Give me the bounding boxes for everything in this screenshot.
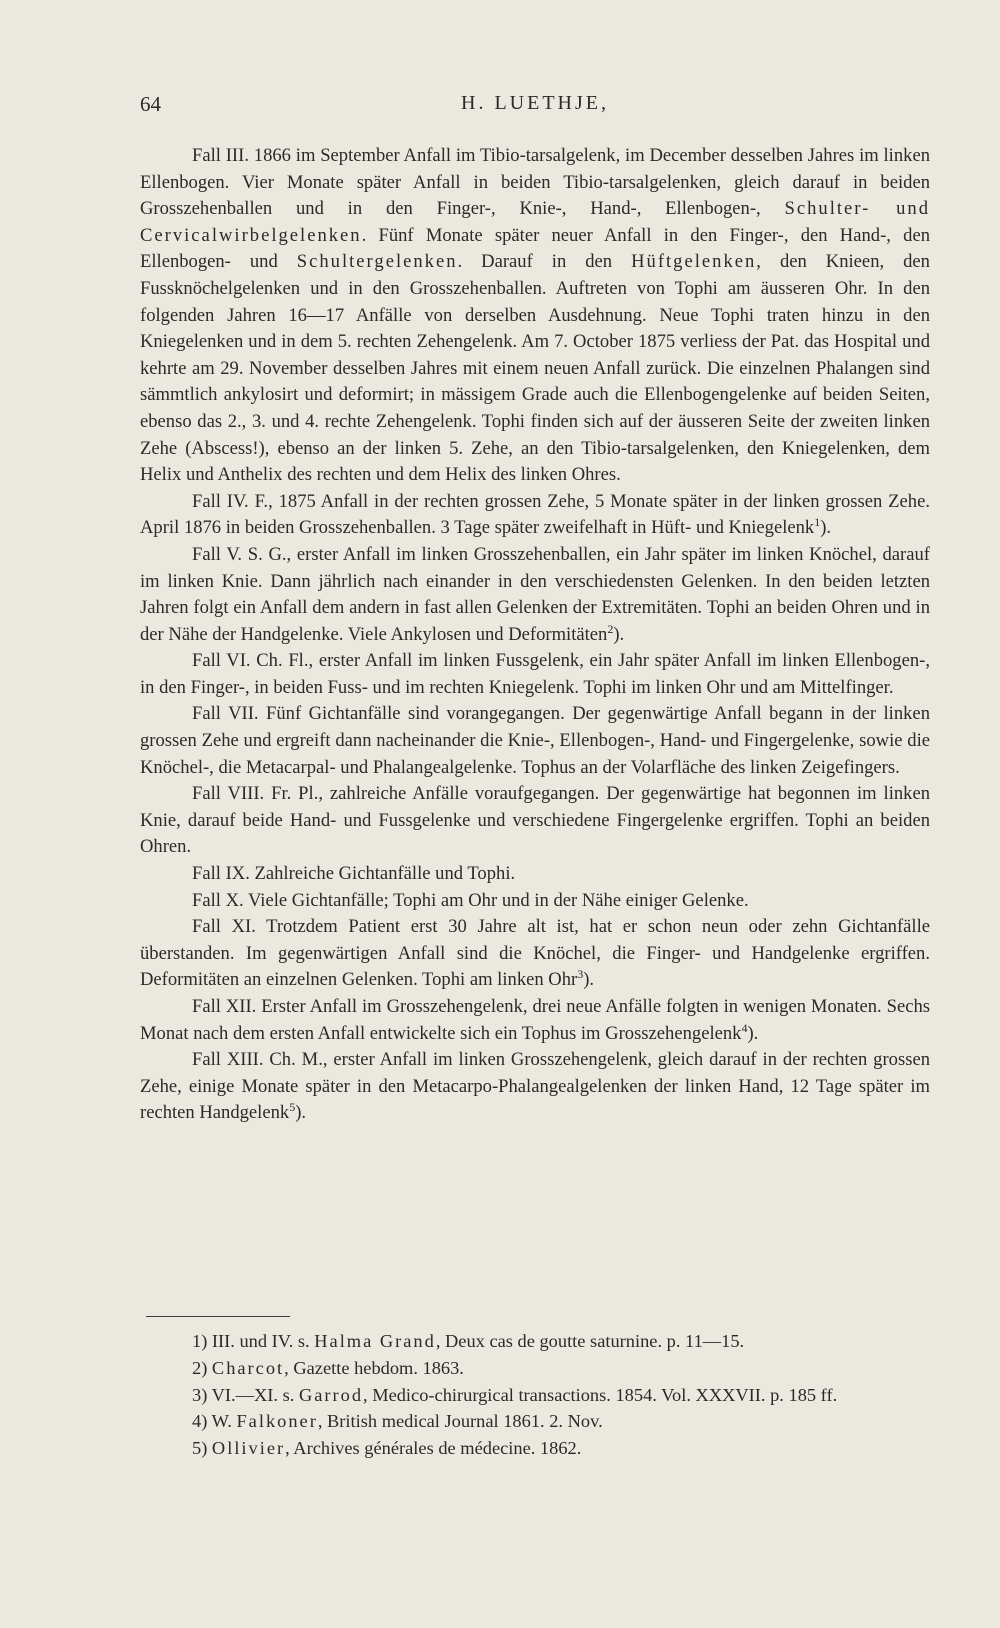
case-paragraph: [140, 994, 930, 1047]
text-run: , Deux cas de goutte saturnine. p. 11—15.: [435, 1331, 745, 1351]
footnote-marker: 2: [607, 621, 614, 636]
text-run: Fall XI. Trotzdem Patient erst 30 Jahre alt ist, hat er schon neun oder zehn Gichtanfälle überstanden. Im gegenwärtigen Anfall sind die Knöchel, die Finger- und Handgelenke ergriffen. Deformitäten an einzelnen Gelenken. Tophi am linken Ohr: [140, 916, 930, 991]
text-run: , Archives générales de médecine. 1862.: [285, 1438, 582, 1459]
text-run: Fall XIII. Ch. M., erster Anfall im linken Grosszehengelenk, gleich darauf in der rechten grossen Zehe, einige Monate später in den Metacarpo-Phalangealgelenken der linken Hand, 12 Tage später im rechten Handgelenk: [140, 1049, 930, 1124]
text-run: , Gazette hebdom. 1863.: [284, 1357, 464, 1378]
spaced-name: Hüftgelenken: [631, 251, 757, 273]
case-paragraph: [140, 781, 930, 861]
spaced-name: Garrod: [298, 1384, 364, 1405]
case-paragraph: [140, 143, 930, 489]
text-run: Fall VIII. Fr. Pl., zahlreiche Anfälle voraufgegangen. Der gegenwärtige hat begonnen im linken Knie, darauf beide Hand- und Fussgelenke und verschiedene Fingergelenke ergriffen. Tophi an beiden Ohren.: [140, 783, 930, 858]
text-run: Fall III. 1866 im September Anfall im Tibio-tarsalgelenk, im December desselben Jahres im linken Ellenbogen. Vier Monate später Anfall in beiden Tibio-tarsalgelenken, gleich darauf in beiden Grosszehenballen und in den Finger-, Knie-, Hand-, Ellenbogen-,: [140, 145, 930, 220]
text-run: 4) W.: [192, 1411, 237, 1432]
case-paragraph: [140, 1047, 930, 1127]
text-run: ).: [613, 623, 625, 645]
text-run: Fall IV. F., 1875 Anfall in der rechten grossen Zehe, 5 Monate später in der linken grossen Zehe. April 1876 in beiden Grosszehenballen. 3 Tage später zweifelhaft in Hüft- und Kniegelenk: [140, 490, 930, 539]
text-run: 1) III. und IV. s.: [192, 1331, 315, 1351]
spaced-name: Halma Grand: [314, 1331, 436, 1351]
text-run: 5): [192, 1438, 212, 1459]
footnote-marker: 5: [289, 1100, 296, 1115]
footnote: [140, 1435, 930, 1462]
case-paragraph: [140, 542, 930, 648]
text-run: Fall IX. Zahlreiche Gichtanfälle und Tophi.: [192, 863, 516, 885]
spaced-name: Ollivier: [211, 1438, 286, 1459]
text-run: , den Knieen, den Fussknöchelgelenken und in den Grosszehenballen. Auftreten von Tophi am äusseren Ohr. In den folgenden Jahren 16—17 Anfälle von derselben Ausdehnung. Neue Tophi traten hinzu in den Kniegelenken und in dem 5. rechten Zehengelenk. Am 7. October 1875 verliess der Pat. das Hospital und kehrte am 29. November desselben Jahres mit einem neuen Anfall zurück. Die einzelnen Phalangen sind sämmtlich ankylosirt und deformirt; in mässigem Grade auch die Ellenbogengelenke auf beiden Seiten, ebenso das 2., 3. und 4. rechte Zehengelenk. Tophi finden sich auf der äusseren Seite der zweiten linken Zehe (Abscess!), ebenso an der linken 5. Zehe, an den Tibio-tarsalgelenken, den Kniegelenken, dem Helix und Anthelix des rechten und dem Helix des linken Ohres.: [140, 251, 930, 486]
running-head: H. LUETHJE,: [461, 92, 609, 114]
page-number: 64: [140, 92, 161, 116]
text-run: ).: [583, 969, 595, 991]
text-run: Fall VII. Fünf Gichtanfälle sind vorangegangen. Der gegenwärtige Anfall begann in der linken grossen Zehe und ergreift dann nacheinander die Knie-, Ellenbogen-, Hand- und Fingergelenke, sowie die Knöchel-, die Metacarpal- und Phalangealgelenke. Tophus an der Volarfläche des linken Zeigefingers.: [140, 703, 930, 778]
footnote: [140, 1382, 930, 1409]
spaced-name: Charcot: [211, 1357, 285, 1378]
footnote: [140, 1328, 930, 1355]
footnote-marker: 3: [577, 967, 584, 982]
footnote: [140, 1408, 930, 1435]
case-paragraph: [140, 489, 930, 542]
body-text: [140, 143, 930, 1127]
text-run: Fall XII. Erster Anfall im Grosszehengelenk, drei neue Anfälle folgten in wenigen Monaten. Sechs Monat nach dem ersten Anfall entwickelte sich ein Tophus im Grosszehengelenk: [140, 996, 930, 1044]
text-run: . Fünf Monate später neuer Anfall in den Finger-, den Hand-, den Ellenbogen- und: [140, 224, 930, 273]
case-paragraph: [140, 861, 930, 888]
spaced-name: Schultergelenken: [296, 251, 458, 273]
text-run: ).: [295, 1102, 307, 1124]
text-run: Fall VI. Ch. Fl., erster Anfall im linken Fussgelenk, ein Jahr später Anfall im linken Ellenbogen-, in den Finger-, in beiden Fuss- und im rechten Kniegelenk. Tophi im linken Ohr und am Mittelfinger.: [140, 650, 930, 698]
text-run: 3) VI.—XI. s.: [192, 1384, 299, 1405]
text-run: , Medico-chirurgical transactions. 1854. Vol. XXXVII. p. 185 ff.: [363, 1384, 838, 1405]
page-header: [140, 92, 930, 126]
footnote-marker: 1: [814, 515, 821, 530]
case-paragraph: [140, 648, 930, 701]
text-run: ).: [747, 1022, 759, 1044]
text-run: 2): [192, 1357, 212, 1378]
footnote: [140, 1355, 930, 1382]
case-paragraph: [140, 701, 930, 781]
text-run: Fall X. Viele Gichtanfälle; Tophi am Ohr und in der Nähe einiger Gelenke.: [192, 889, 749, 911]
text-run: Fall V. S. G., erster Anfall im linken Grosszehenballen, ein Jahr später im linken Knöchel, darauf im linken Knie. Dann jährlich nach einander in den verschiedensten Gelenken. In den beiden letzten Jahren folgt ein Anfall dem andern in fast allen Gelenken der Extremitäten. Tophi an beiden Ohren und in der Nähe der Handgelenke. Viele Ankylosen und Deformitäten: [140, 543, 930, 645]
text-run: , British medical Journal 1861. 2. Nov.: [317, 1411, 603, 1432]
footnotes: [140, 1328, 930, 1462]
text-run: . Darauf in den: [457, 251, 632, 273]
case-paragraph: [140, 888, 930, 915]
case-paragraph: [140, 914, 930, 994]
text-run: ).: [820, 517, 832, 539]
spaced-name: Falkoner: [236, 1411, 318, 1432]
spaced-name: Schulter- und Cervicalwirbelgelenken: [140, 198, 930, 246]
footnote-divider: [146, 1316, 290, 1317]
footnote-marker: 4: [741, 1020, 748, 1035]
